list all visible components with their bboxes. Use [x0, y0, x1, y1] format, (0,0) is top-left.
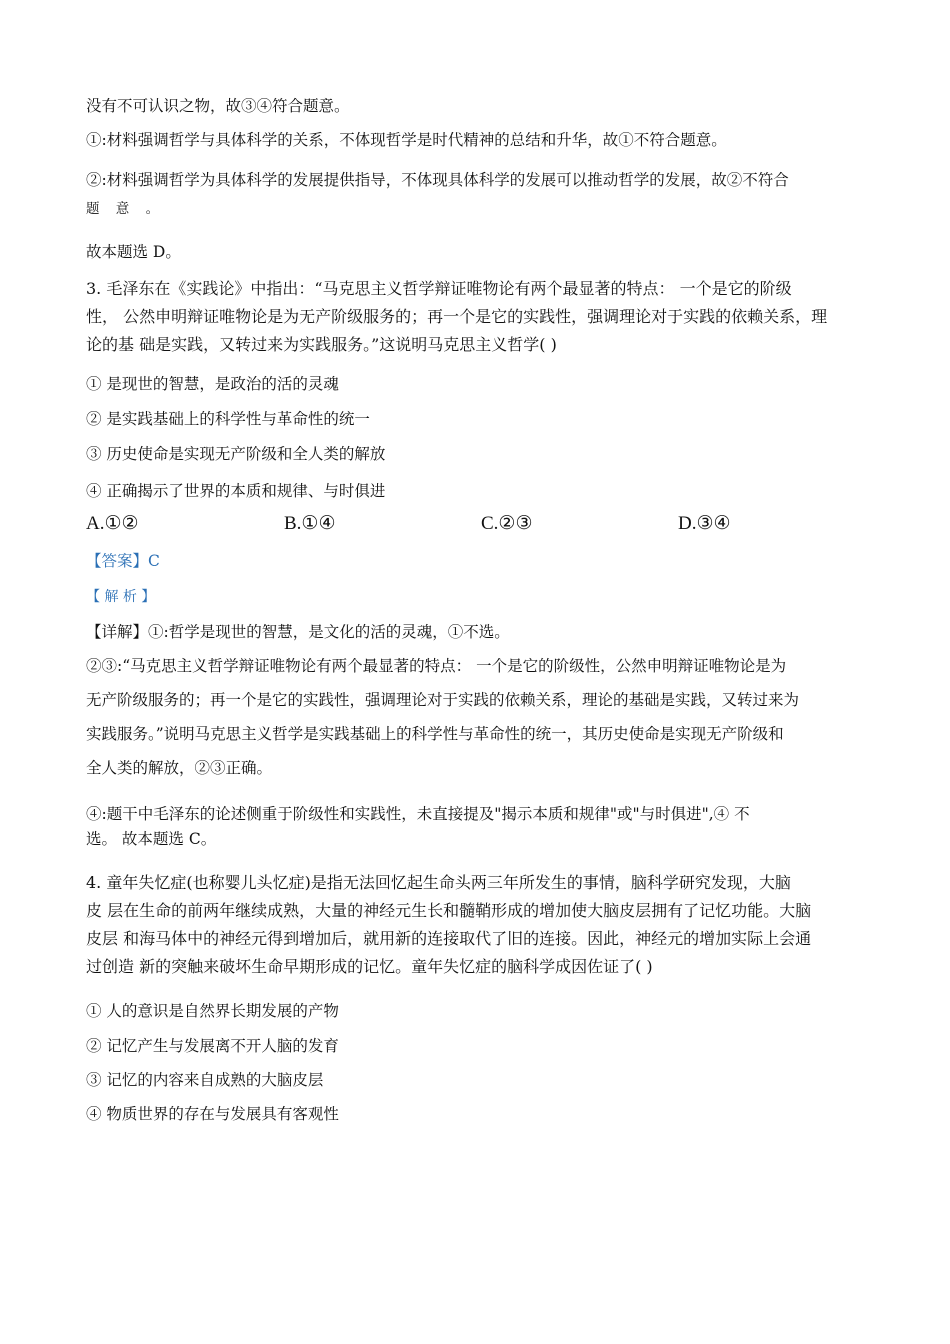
- detail-line: 【详解】①:哲学是现世的智慧，是文化的活的灵魂，①不选。: [86, 623, 510, 641]
- question-4-stem: 皮 层在生命的前两年继续成熟，大量的神经元生长和髓鞘形成的增加使大脑皮层拥有了记忆功能。大脑: [86, 901, 812, 920]
- question-4-item: ① 人的意识是自然界长期发展的产物: [86, 1002, 339, 1020]
- detail-line: 实践服务。”说明马克思主义哲学是实践基础上的科学性与革命性的统一，其历史使命是实现无产阶级和: [86, 725, 784, 743]
- analysis-label: 【 解 析 】: [86, 589, 156, 605]
- prev-conclusion: 故本题选 D。: [86, 243, 181, 261]
- prev-explanation-line: ①:材料强调哲学与具体科学的关系，不体现哲学是时代精神的总结和升华，故①不符合题意。: [86, 131, 727, 149]
- prev-explanation-line: 题 意 。: [86, 201, 166, 217]
- detail-line: 全人类的解放，②③正确。: [86, 759, 273, 777]
- detail-line: 选。 故本题选 C。: [86, 830, 217, 848]
- option-b: B.①④: [284, 513, 336, 534]
- question-4-item: ② 记忆产生与发展离不开人脑的发育: [86, 1037, 339, 1055]
- question-3-stem: 3. 毛泽东在《实践论》中指出：“马克思主义哲学辩证唯物论有两个最显著的特点： 一个是它的阶级: [86, 279, 792, 298]
- question-4-stem: 4. 童年失忆症(也称婴儿头忆症)是指无法回忆起生命头两三年所发生的事情，脑科学研究发现，大脑: [86, 873, 791, 892]
- detail-line: ②③:“马克思主义哲学辩证唯物论有两个最显著的特点： 一个是它的阶级性，公然申明辩证唯物论是为: [86, 657, 787, 675]
- question-3-item: ② 是实践基础上的科学性与革命性的统一: [86, 410, 370, 428]
- option-c: C.②③: [481, 513, 533, 534]
- question-3-options: [86, 512, 886, 538]
- detail-line: 无产阶级服务的；再一个是它的实践性，强调理论对于实践的依赖关系，理论的基础是实践，又转过来为: [86, 691, 800, 709]
- option-a: A.①②: [86, 513, 139, 534]
- question-3-item: ③ 历史使命是实现无产阶级和全人类的解放: [86, 445, 386, 463]
- question-4-item: ③ 记忆的内容来自成熟的大脑皮层: [86, 1071, 324, 1089]
- option-d: D.③④: [678, 513, 731, 534]
- question-4-stem: 过创造 新的突触来破坏生命早期形成的记忆。童年失忆症的脑科学成因佐证了( ): [86, 957, 653, 976]
- question-3-item: ① 是现世的智慧，是政治的活的灵魂: [86, 375, 339, 393]
- prev-explanation-line: 没有不可认识之物，故③④符合题意。: [86, 97, 350, 115]
- answer-label: 【答案】C: [86, 552, 160, 570]
- detail-line: ④:题干中毛泽东的论述侧重于阶级性和实践性，未直接提及"揭示本质和规律"或"与时俱进",④ 不: [86, 805, 750, 823]
- question-3-item: ④ 正确揭示了世界的本质和规律、与时俱进: [86, 482, 386, 500]
- question-3-stem: 论的基 础是实践，又转过来为实践服务。”这说明马克思主义哲学( ): [86, 335, 557, 354]
- prev-explanation-line: ②:材料强调哲学为具体科学的发展提供指导，不体现具体科学的发展可以推动哲学的发展，故②不符合: [86, 171, 789, 189]
- question-4-item: ④ 物质世界的存在与发展具有客观性: [86, 1105, 339, 1123]
- question-4-stem: 皮层 和海马体中的神经元得到增加后，就用新的连接取代了旧的连接。因此，神经元的增加实际上会通: [86, 929, 812, 948]
- question-3-stem: 性， 公然申明辩证唯物论是为无产阶级服务的；再一个是它的实践性，强调理论对于实践的依赖关系，理: [86, 307, 828, 326]
